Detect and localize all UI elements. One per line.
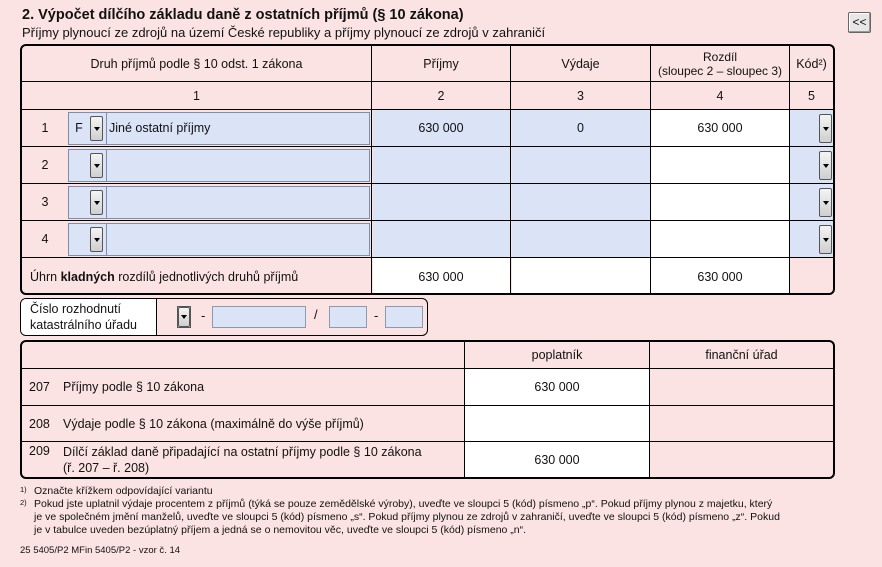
summary-row-number: 208 — [29, 416, 50, 431]
col-number: 1 — [193, 88, 200, 103]
total-diff: 630 000 — [697, 269, 743, 284]
section-subtitle: Příjmy plynoucí ze zdrojů na území České republiky a příjmy plynoucí ze zdrojů v zahraničí — [22, 25, 546, 40]
diff-value — [651, 184, 789, 220]
cadastral-sep2: / — [314, 307, 318, 322]
cadastral-field-3[interactable] — [385, 306, 423, 328]
summary-row-label: Příjmy podle § 10 zákona — [63, 380, 205, 394]
kind-dropdown-button[interactable] — [90, 190, 103, 215]
row-number: 3 — [41, 195, 49, 209]
total-label-bold: kladných — [60, 269, 115, 284]
summary-taxpayer-value: 630 000 — [534, 380, 580, 394]
total-expenses — [511, 258, 650, 295]
expenses-value: 0 — [577, 121, 584, 135]
footnote-2-line2: je ve společném jmění manželů, uveďte ve sloupci 5 (kód) písmeno „s“. Pokud příjmy plynou ze zdrojů v zahraničí, uveďte ve sloupci 5 (kód) písmeno „z“. Pokud — [34, 511, 780, 523]
col-taxpayer-header: poplatník — [531, 348, 583, 362]
kind-short: F — [75, 121, 83, 135]
code-dropdown-button[interactable] — [819, 225, 832, 254]
header-kind: Druh příjmů podle § 10 odst. 1 zákona — [90, 56, 303, 71]
footnote-1: Označte křížkem odpovídající variantu — [34, 485, 213, 497]
footnote-2-mark: 2) — [20, 498, 27, 507]
summary-row-label: Výdaje podle § 10 zákona (maximálně do výše příjmů) — [63, 416, 364, 431]
footnotes — [20, 485, 870, 538]
summary-row-label-block — [63, 444, 463, 476]
cadastral-box — [20, 298, 428, 336]
summary-row-number: 209 — [29, 444, 50, 458]
total-label-post: rozdílů jednotlivých druhů příjmů — [114, 269, 299, 284]
diff-value — [651, 147, 789, 183]
footnote-1-mark: 1) — [20, 485, 27, 494]
summary-office-value — [650, 406, 833, 441]
kind-text[interactable] — [109, 147, 369, 183]
cadastral-label — [30, 301, 137, 333]
row-number: 4 — [41, 232, 49, 246]
code-dropdown-button[interactable] — [819, 188, 832, 217]
header-diff-line1: Rozdíl — [702, 49, 737, 64]
kind-dropdown-button[interactable] — [90, 227, 103, 252]
cadastral-field-1[interactable] — [212, 306, 306, 328]
back-button[interactable]: << — [848, 12, 871, 33]
header-diff-line2: (sloupec 2 – sloupec 3) — [657, 63, 783, 78]
cadastral-field-2[interactable] — [329, 306, 367, 328]
row-number: 2 — [41, 158, 49, 172]
income-table — [20, 44, 835, 295]
summary-row-label2: (ř. 207 – ř. 208) — [63, 461, 150, 475]
footnote-2-line1: Pokud jste uplatnil výdaje procentem z příjmů (týká se pouze zemědělské výroby), uveďte ve sloupci 5 (kód) písmeno „p“. Pokud příjmy plynou z majetku, který — [34, 498, 773, 510]
kind-text[interactable] — [109, 184, 369, 220]
code-dropdown-button[interactable] — [819, 151, 832, 180]
income-value — [372, 147, 510, 183]
summary-office-value — [650, 369, 833, 405]
summary-table — [20, 340, 835, 479]
summary-row-label: Dílčí základ daně připadající na ostatní příjmy podle § 10 zákona — [63, 445, 422, 459]
expenses-value — [511, 221, 650, 257]
form-id: 25 5405/P2 MFin 5405/P2 - vzor č. 14 — [20, 545, 181, 556]
row-number: 1 — [41, 121, 49, 135]
total-label-pre: Úhrn — [30, 269, 61, 284]
col-number: 3 — [577, 88, 584, 103]
expenses-value — [511, 184, 650, 220]
col-number: 5 — [808, 88, 815, 103]
kind-text[interactable]: Jiné ostatní příjmy — [109, 121, 211, 135]
code-dropdown-button[interactable] — [819, 114, 832, 143]
diff-value — [651, 221, 789, 257]
cadastral-sep3: - — [374, 308, 379, 323]
section-title: 2. Výpočet dílčího základu daně z ostatních příjmů (§ 10 zákona) — [22, 7, 464, 23]
footnote-2-line3: je v tabulce uveden bezúplatný příjem a jedná se o nemovitou věc, uveďte ve sloupci 5 (kód) písmeno „n“. — [34, 524, 527, 536]
total-income: 630 000 — [418, 269, 464, 284]
expenses-value — [511, 147, 650, 183]
cadastral-dropdown-button[interactable] — [178, 307, 190, 327]
kind-dropdown-button[interactable] — [90, 116, 103, 141]
footnote-2 — [34, 498, 780, 537]
col-number: 4 — [716, 88, 724, 103]
kind-text[interactable] — [109, 221, 369, 257]
cadastral-label-line2: katastrálního úřadu — [30, 318, 138, 332]
total-label — [30, 258, 370, 295]
summary-row-number: 207 — [29, 380, 50, 394]
header-code: Kód²) — [796, 56, 827, 71]
col-office-header: finanční úřad — [705, 348, 778, 362]
cadastral-label-line1: Číslo rozhodnutí — [30, 302, 122, 316]
header-diff — [651, 46, 789, 81]
header-income: Příjmy — [423, 56, 459, 71]
kind-dropdown-button[interactable] — [90, 153, 103, 178]
income-value — [372, 221, 510, 257]
summary-taxpayer-value: 630 000 — [534, 453, 580, 467]
summary-taxpayer-value — [465, 406, 649, 441]
cadastral-sep1: - — [201, 308, 206, 323]
summary-office-value — [650, 442, 833, 478]
col-number: 2 — [437, 88, 445, 103]
diff-value: 630 000 — [697, 121, 743, 135]
income-value: 630 000 — [418, 121, 464, 135]
income-value — [372, 184, 510, 220]
header-expenses: Výdaje — [561, 56, 600, 71]
